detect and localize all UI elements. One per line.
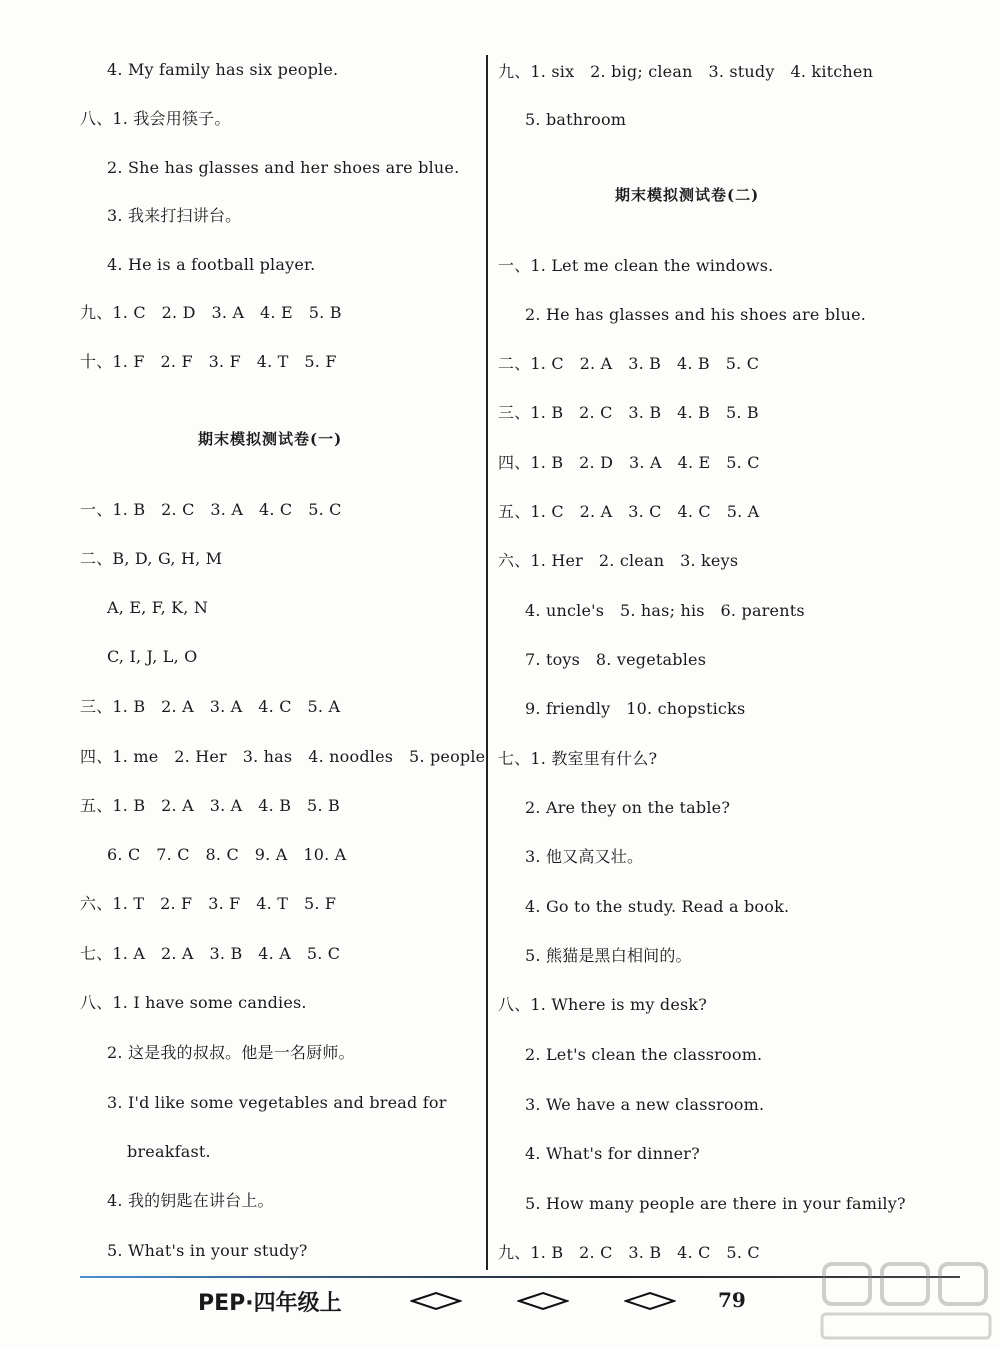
watermark-logo [818, 1258, 993, 1343]
answer-line: 七、1. A 2. A 3. B 4. A 5. C [80, 944, 341, 963]
answer-line: 2. She has glasses and her shoes are blue. [107, 158, 460, 177]
answer-line: 4. He is a football player. [107, 255, 316, 274]
answer-line: 2. He has glasses and his shoes are blue. [525, 305, 867, 324]
answer-line: 5. bathroom [525, 110, 627, 129]
answer-line: 十、1. F 2. F 3. F 4. T 5. F [80, 352, 337, 371]
answer-line: 八、1. I have some candies. [80, 993, 307, 1012]
answer-line: 7. toys 8. vegetables [525, 650, 707, 669]
answer-line: 2. Let's clean the classroom. [525, 1045, 763, 1064]
answer-line: 六、1. Her 2. clean 3. keys [498, 551, 739, 570]
section-title: 期末模拟测试卷(一) [198, 430, 343, 448]
answer-line: 5. What's in your study? [107, 1241, 308, 1260]
answer-line: 四、1. me 2. Her 3. has 4. noodles 5. people [80, 747, 486, 766]
answer-line: 3. 他又高又壮。 [525, 847, 644, 866]
answer-line: 6. C 7. C 8. C 9. A 10. A [107, 845, 347, 864]
answer-line: 2. 这是我的叔叔。他是一名厨师。 [107, 1043, 355, 1062]
answer-line: 3. I'd like some vegetables and bread for [107, 1093, 447, 1112]
page-number: 79 [718, 1288, 746, 1312]
answer-line: 一、1. Let me clean the windows. [498, 256, 774, 275]
column-divider [486, 55, 488, 1270]
answer-line: 4. What's for dinner? [525, 1144, 700, 1163]
answer-line: 9. friendly 10. chopsticks [525, 699, 746, 718]
diamond-icon [410, 1292, 462, 1310]
answer-line: 九、1. B 2. C 3. B 4. C 5. C [498, 1243, 760, 1262]
answer-line: 五、1. C 2. A 3. C 4. C 5. A [498, 502, 760, 521]
answer-line: A, E, F, K, N [107, 598, 209, 617]
answer-line: 五、1. B 2. A 3. A 4. B 5. B [80, 796, 340, 815]
answer-line: 3. We have a new classroom. [525, 1095, 765, 1114]
diamond-icon [624, 1292, 676, 1310]
footer-label: PEP·四年级上 [198, 1291, 342, 1316]
answer-line: 八、1. 我会用筷子。 [80, 109, 231, 128]
section-title: 期末模拟测试卷(二) [615, 186, 760, 204]
answer-line: 六、1. T 2. F 3. F 4. T 5. F [80, 894, 337, 913]
answer-line: 七、1. 教室里有什么? [498, 749, 658, 768]
diamond-icon [517, 1292, 569, 1310]
answer-line: 三、1. B 2. A 3. A 4. C 5. A [80, 697, 341, 716]
answer-line: 2. Are they on the table? [525, 798, 731, 817]
answer-line: breakfast. [127, 1142, 211, 1161]
answer-line: 4. My family has six people. [107, 60, 339, 79]
answer-line: C, I, J, L, O [107, 647, 198, 666]
answer-line: 5. 熊猫是黑白相间的。 [525, 946, 692, 965]
answer-line: 4. Go to the study. Read a book. [525, 897, 790, 916]
answer-line: 八、1. Where is my desk? [498, 995, 708, 1014]
answer-line: 九、1. C 2. D 3. A 4. E 5. B [80, 303, 342, 322]
answer-line: 二、B, D, G, H, M [80, 549, 223, 568]
answer-line: 二、1. C 2. A 3. B 4. B 5. C [498, 354, 760, 373]
answer-line: 一、1. B 2. C 3. A 4. C 5. C [80, 500, 342, 519]
answer-line: 4. uncle's 5. has; his 6. parents [525, 601, 805, 620]
answer-line: 4. 我的钥匙在讲台上。 [107, 1191, 274, 1210]
answer-line: 3. 我来打扫讲台。 [107, 206, 242, 225]
answer-line: 三、1. B 2. C 3. B 4. B 5. B [498, 403, 759, 422]
answer-line: 四、1. B 2. D 3. A 4. E 5. C [498, 453, 760, 472]
answer-line: 5. How many people are there in your family? [525, 1194, 906, 1213]
answer-line: 九、1. six 2. big; clean 3. study 4. kitchen [498, 62, 874, 81]
